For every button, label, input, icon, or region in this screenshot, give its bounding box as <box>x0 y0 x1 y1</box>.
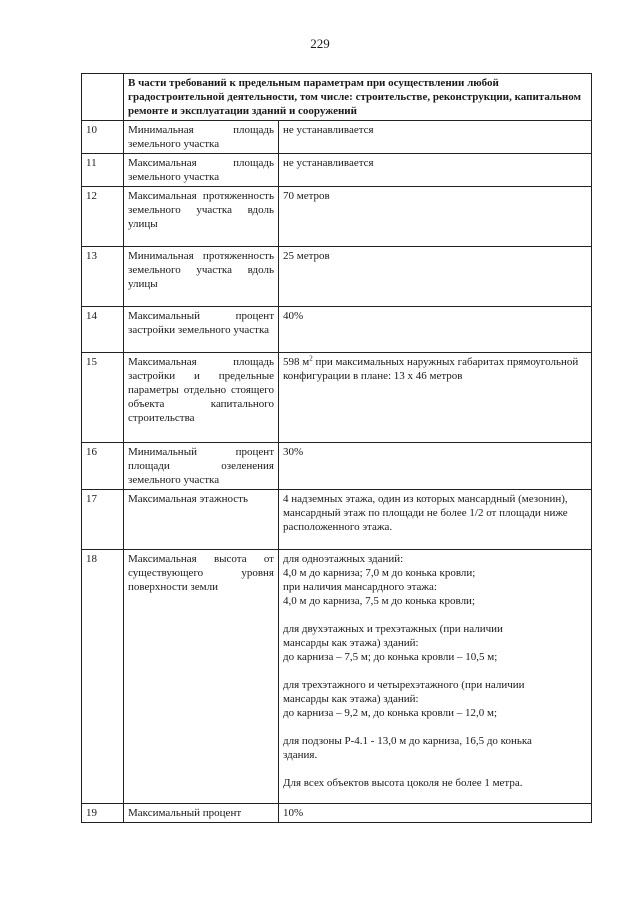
value-line: для одноэтажных зданий: <box>283 553 404 565</box>
value-spacer <box>283 720 587 734</box>
value-spacer <box>283 762 587 776</box>
row-number: 11 <box>82 154 124 187</box>
row-number: 13 <box>82 247 124 307</box>
parameter-value: 70 метров <box>279 187 592 247</box>
parameter-value: 25 метров <box>279 247 592 307</box>
table-header-row <box>82 74 592 121</box>
parameter-name: Максимальная площадь застройки и предельные параметры отдельно стоящего объекта капитального строительства <box>124 353 279 443</box>
parameter-value: 10% <box>279 804 592 823</box>
header-empty-cell <box>82 74 124 121</box>
row-number: 10 <box>82 121 124 154</box>
value-spacer <box>283 664 587 678</box>
parameter-name: Максимальная площадь земельного участка <box>124 154 279 187</box>
parameter-value: 30% <box>279 443 592 490</box>
page-number: 229 <box>310 36 330 51</box>
value-superscript: 2 <box>309 354 313 363</box>
parameter-name: Максимальная высота от существующего уровня поверхности земли <box>124 550 279 804</box>
row-number: 16 <box>82 443 124 490</box>
parameter-name: Минимальная площадь земельного участка <box>124 121 279 154</box>
value-spacer <box>283 608 587 622</box>
table-row <box>82 187 592 247</box>
row-number: 18 <box>82 550 124 804</box>
table-header: В части требований к предельным параметрам при осуществлении любой градостроительной деятельности, том числе: строительстве, реконструкции, капитальном ремонте и эксплуатации зданий и сооружений <box>124 74 592 121</box>
value-line: для подзоны Р-4.1 - 13,0 м до карниза, 16,5 до конька <box>283 735 532 747</box>
parameter-value: не устанавливается <box>279 121 592 154</box>
value-line: для трехэтажного и четырехэтажного (при наличии <box>283 679 525 691</box>
table-row <box>82 121 592 154</box>
parameters-table <box>81 73 592 823</box>
row-number: 19 <box>82 804 124 823</box>
table-row <box>82 307 592 353</box>
row-number: 17 <box>82 490 124 550</box>
parameter-value <box>279 550 592 804</box>
table-row <box>82 247 592 307</box>
table-row <box>82 804 592 823</box>
value-line: здания. <box>283 749 318 761</box>
parameter-name: Максимальный процент <box>124 804 279 823</box>
value-text: при максимальных наружных габаритах прямоугольной конфигурации в плане: 13 х 46 метров <box>283 356 579 382</box>
parameter-value <box>279 353 592 443</box>
parameter-name: Максимальный процент застройки земельного участка <box>124 307 279 353</box>
value-line: до карниза – 7,5 м; до конька кровли – 10,5 м; <box>283 651 498 663</box>
parameter-name: Минимальная протяженность земельного участка вдоль улицы <box>124 247 279 307</box>
value-line: Для всех объектов высота цоколя не более 1 метра. <box>283 777 523 789</box>
parameter-value: 40% <box>279 307 592 353</box>
table-row <box>82 353 592 443</box>
row-number: 12 <box>82 187 124 247</box>
parameter-value: 4 надземных этажа, один из которых мансардный (мезонин), мансардный этаж по площади не более 1/2 от площади ниже расположенного этажа. <box>279 490 592 550</box>
table-row <box>82 154 592 187</box>
value-line: мансарды как этажа) зданий: <box>283 637 419 649</box>
parameter-name: Минимальный процент площади озеленения земельного участка <box>124 443 279 490</box>
parameter-name: Максимальная протяженность земельного участка вдоль улицы <box>124 187 279 247</box>
row-number: 14 <box>82 307 124 353</box>
value-line: при наличия мансардного этажа: <box>283 581 437 593</box>
value-text: 598 м <box>283 356 310 368</box>
row-number: 15 <box>82 353 124 443</box>
value-line: мансарды как этажа) зданий: <box>283 693 419 705</box>
value-line: 4,0 м до карниза; 7,0 м до конька кровли; <box>283 567 476 579</box>
table-row <box>82 443 592 490</box>
parameter-name: Максимальная этажность <box>124 490 279 550</box>
table-row <box>82 490 592 550</box>
parameter-value: не устанавливается <box>279 154 592 187</box>
table-row <box>82 550 592 804</box>
value-line: до карниза – 9,2 м, до конька кровли – 12,0 м; <box>283 707 498 719</box>
value-line: 4,0 м до карниза, 7,5 м до конька кровли; <box>283 595 476 607</box>
value-line: для двухэтажных и трехэтажных (при наличии <box>283 623 503 635</box>
